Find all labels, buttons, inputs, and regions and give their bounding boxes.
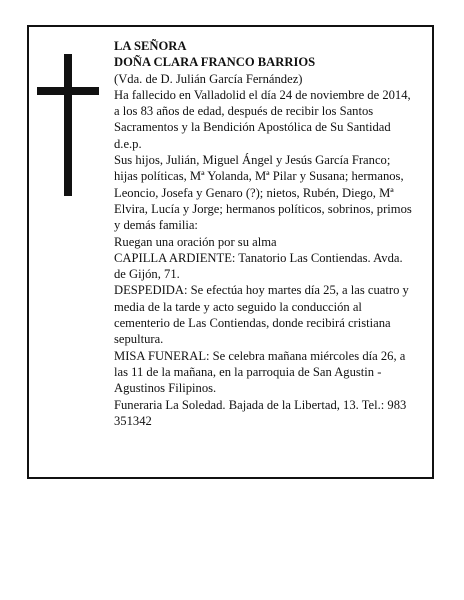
prayer-request: Ruegan una oración por su alma (114, 234, 277, 249)
family-list: Sus hijos, Julián, Miguel Ángel y Jesús García Franco; hijas políticas, Mª Yolanda, Mª Pilar y Susana; hermanos, Leoncio, Josefa y Genaro (?); nietos, Rubén, Diego, Mª Elvira, Lucía y Jorge; hermanos políticos, sobrinos, primos y demás familia: (114, 153, 412, 233)
funeral-mass-info: MISA FUNERAL: Se celebra mañana miércoles día 26, a las 11 de la mañana, en la parroquia de San Agustin - Agustinos Filipinos. (114, 348, 406, 396)
chapel-info: CAPILLA ARDIENTE: Tanatorio Las Contiendas. Avda. de Gijón, 71. (114, 250, 403, 282)
notice-title: LA SEÑORA (114, 39, 187, 53)
cross-horizontal-bar (37, 87, 99, 95)
rip-line: d.e.p. (114, 136, 142, 151)
funeral-home-info: Funeraria La Soledad. Bajada de la Libertad, 13. Tel.: 983 351342 (114, 397, 407, 428)
death-announcement: Ha fallecido en Valladolid el día 24 de noviembre de 2014, a los 83 años de edad, después de recibir los Santos Sacramentos y la Bendición Apostólica de Su Santidad (114, 87, 411, 135)
farewell-info: DESPEDIDA: Se efectúa hoy martes día 25, a las cuatro y media de la tarde y acto seguido la conducción al cementerio de Las Contiendas, donde recibirá cristiana sepultura. (114, 283, 409, 347)
cross-vertical-bar (64, 54, 72, 196)
widow-of-line: (Vda. de D. Julián García Fernández) (114, 71, 303, 86)
deceased-name: DOÑA CLARA FRANCO BARRIOS (114, 55, 316, 70)
cross-icon (37, 54, 99, 196)
notice-text (114, 38, 414, 429)
